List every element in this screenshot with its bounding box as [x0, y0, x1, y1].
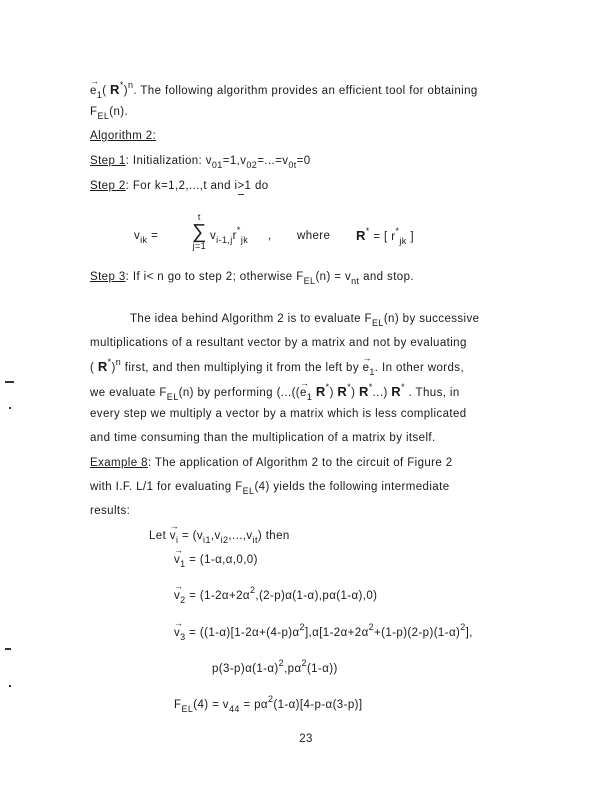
paragraph-line-2: multiplications of a resultant vector by a matrix and not by evaluating	[90, 337, 467, 349]
underline-ge	[238, 194, 244, 195]
page-number: 23	[299, 733, 313, 745]
vector-e: → e	[90, 85, 97, 97]
matrix-R: R	[110, 82, 120, 97]
paragraph-line-6: and time consuming than the multiplication of a matrix by itself.	[90, 432, 436, 444]
paragraph-line-5: every step we multiply a vector by a matrix which is less complicated	[90, 408, 467, 420]
step-1: Step 1: Initialization: $v_{01}=1,v_{02}=...=v_{0t}=0$	[90, 155, 311, 170]
eq-v3: → $v_3 = ((1-\alpha)[1-2\alpha+(4-p)\alpha^2],\alpha[1-2\alpha+2\alpha^2+(1-p)(2-p)(1-\alpha)^2]$,	[174, 627, 473, 639]
eq-v1: → $v_1 = (1-\alpha,\alpha,0,0)$	[174, 554, 258, 566]
paragraph-line-1: The idea behind Algorithm 2 is to evaluate $F_{EL}(n)$ by successive	[130, 313, 480, 328]
algorithm-heading: Algorithm 2:	[90, 130, 157, 142]
eq-v2: → $v_2 = (1-2\alpha+2\alpha^2,(2-p)\alpha(1-\alpha),p\alpha(1-\alpha),0)$	[174, 590, 377, 602]
eq-let: Let → $v_i = (v_{i1},v_{i2},...,v_{it})$ then	[149, 530, 290, 542]
step-3: Step 3: If i< n go to step 2; otherwise $F_{EL}(n) = v_{nt}$ and stop.	[90, 271, 414, 286]
formula-where: where	[297, 230, 331, 242]
formula-vik-lhs: $v_{ik}$ =	[134, 230, 159, 245]
step-2: Step 2: For k=1,2,...,t and i>1 do	[90, 180, 269, 192]
eq-v3-cont: $p(3-p)\alpha(1-\alpha)^2,p\alpha^2(1-\alpha)$)	[212, 658, 338, 675]
text-line-1: → $e_1$( R*)$^n$. The following algorithm provides an efficient tool for obtaining	[90, 82, 478, 97]
summation: t ∑ j=1	[192, 212, 207, 251]
text-line-2: $F_{EL}(n)$.	[90, 106, 129, 121]
example-line-2: with I.F. L/1 for evaluating $F_{EL}(4)$ yields the following intermediate	[90, 481, 450, 496]
eq-F-EL-4: $F_{EL}(4) = v_{44} = p\alpha^2(1-\alpha)[4-p-\alpha(3-p)]$	[174, 694, 363, 714]
paragraph-line-3: ( R*)$^n$ first, and then multiplying it from the left by → $e_1$. In other words,	[90, 359, 464, 374]
margin-mark	[5, 381, 14, 383]
sigma-icon: ∑	[192, 221, 207, 243]
formula-R-def: R* = [ $r^*_{jk}$ ]	[356, 226, 414, 246]
margin-mark	[9, 685, 11, 687]
paragraph-line-4: we evaluate $F_{EL}(n)$ by performing (...((→ $e_1$ R*) R*) R*...) R* . Thus, in	[90, 384, 460, 399]
formula-comma: ,	[268, 230, 272, 242]
formula-sum-body: $v_{i-1,j}r^*_{jk}$	[210, 225, 249, 245]
example-line-3: results:	[90, 505, 131, 517]
example-8: Example 8: The application of Algorithm 2 to the circuit of Figure 2	[90, 457, 453, 469]
margin-mark	[5, 648, 11, 650]
margin-mark	[9, 407, 11, 409]
